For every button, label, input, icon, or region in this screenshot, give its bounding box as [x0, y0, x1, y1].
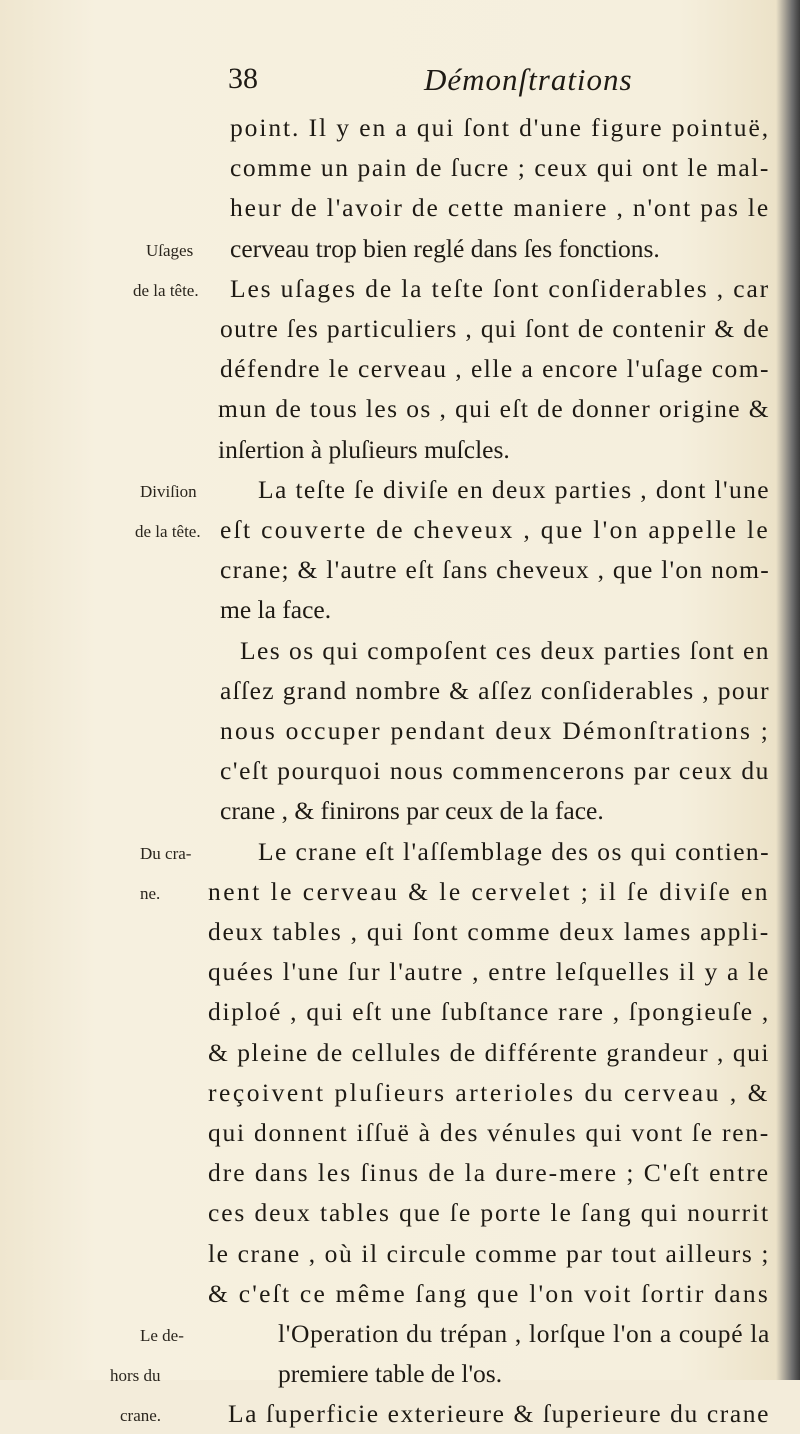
text-line: premiere table de l'os.	[278, 1359, 503, 1389]
text-line: défendre le cerveau , elle a encore l'uſage com-	[220, 354, 770, 384]
text-line: me la face.	[220, 595, 332, 625]
margin-note: hors du	[110, 1366, 161, 1386]
margin-note: ne.	[140, 883, 161, 903]
text-line: comme un pain de ſucre ; ceux qui ont le mal-	[230, 153, 770, 183]
text-line: La ſuperficie exterieure & ſuperieure du crane	[228, 1399, 770, 1429]
text-line: outre ſes particuliers , qui ſont de contenir & de	[220, 314, 770, 343]
text-line: c'eſt pourquoi nous commencerons par ceux du	[220, 756, 770, 786]
text-line: l'Operation du trépan , lorſque l'on a coupé la	[278, 1319, 770, 1348]
text-line: Le crane eſt l'aſſemblage des os qui contien-	[258, 836, 770, 866]
text-line: Les os qui compoſent ces deux parties ſont en	[240, 635, 770, 665]
text-line: qui donnent iſſuë à des vénules qui vont ſe ren-	[208, 1118, 770, 1147]
text-line: point. Il y en a qui ſont d'une figure pointuë,	[230, 113, 770, 142]
text-line: diploé , qui eſt une ſubſtance rare , ſpongieuſe ,	[208, 997, 770, 1027]
page-number: 38	[228, 62, 258, 95]
text-line: reçoivent pluſieurs arterioles du cerveau , &	[208, 1077, 770, 1107]
text-line: quées l'une ſur l'autre , entre leſquelles il y a le	[208, 957, 770, 987]
text-line: crane; & l'autre eſt ſans cheveux , que l'on nom-	[220, 555, 770, 585]
text-line: deux tables , qui ſont comme deux lames appli-	[208, 917, 770, 946]
text-line: & c'eſt ce même ſang que l'on voit ſortir dans	[208, 1278, 770, 1308]
margin-note: de la tête.	[135, 522, 201, 541]
text-line: cerveau trop bien reglé dans ſes fonctions.	[230, 233, 660, 263]
margin-note: Du cra-	[140, 843, 192, 863]
text-line: heur de l'avoir de cette maniere , n'ont pas le	[230, 193, 770, 223]
text-line: le crane , où il circule comme par tout ailleurs ;	[208, 1238, 770, 1268]
text-line: dre dans les ſinus de la dure-mere ; C'eſt entre	[208, 1158, 770, 1188]
text-line: ces deux tables que ſe porte le ſang qui nourrit	[208, 1198, 770, 1228]
margin-note: crane.	[120, 1406, 162, 1426]
text-line: nent le cerveau & le cervelet ; il ſe diviſe en	[208, 876, 770, 906]
margin-note: Le de-	[140, 1326, 184, 1345]
text-line: crane , & finirons par ceux de la face.	[220, 796, 604, 826]
text-line: nous occuper pendant deux Démonſtrations ;	[220, 716, 770, 745]
margin-note: de la tête.	[133, 280, 199, 300]
page-header	[228, 62, 768, 102]
text-line: Les uſages de la teſte ſont conſiderables , car	[230, 273, 770, 303]
text-line: eſt couverte de cheveux , que l'on appelle le	[220, 515, 770, 544]
margin-note: Uſages	[146, 240, 194, 260]
text-line: aſſez grand nombre & aſſez conſiderables , pour	[220, 675, 770, 705]
margin-note: Diviſion	[140, 481, 197, 501]
text-line: & pleine de cellules de différente grandeur , qui	[208, 1037, 770, 1067]
running-title: Démonſtrations	[424, 62, 633, 97]
text-line: inſertion à pluſieurs muſcles.	[218, 434, 510, 464]
text-line: mun de tous les os , qui eſt de donner origine &	[218, 394, 770, 424]
text-line: La teſte ſe diviſe en deux parties , dont l'une	[258, 474, 770, 504]
